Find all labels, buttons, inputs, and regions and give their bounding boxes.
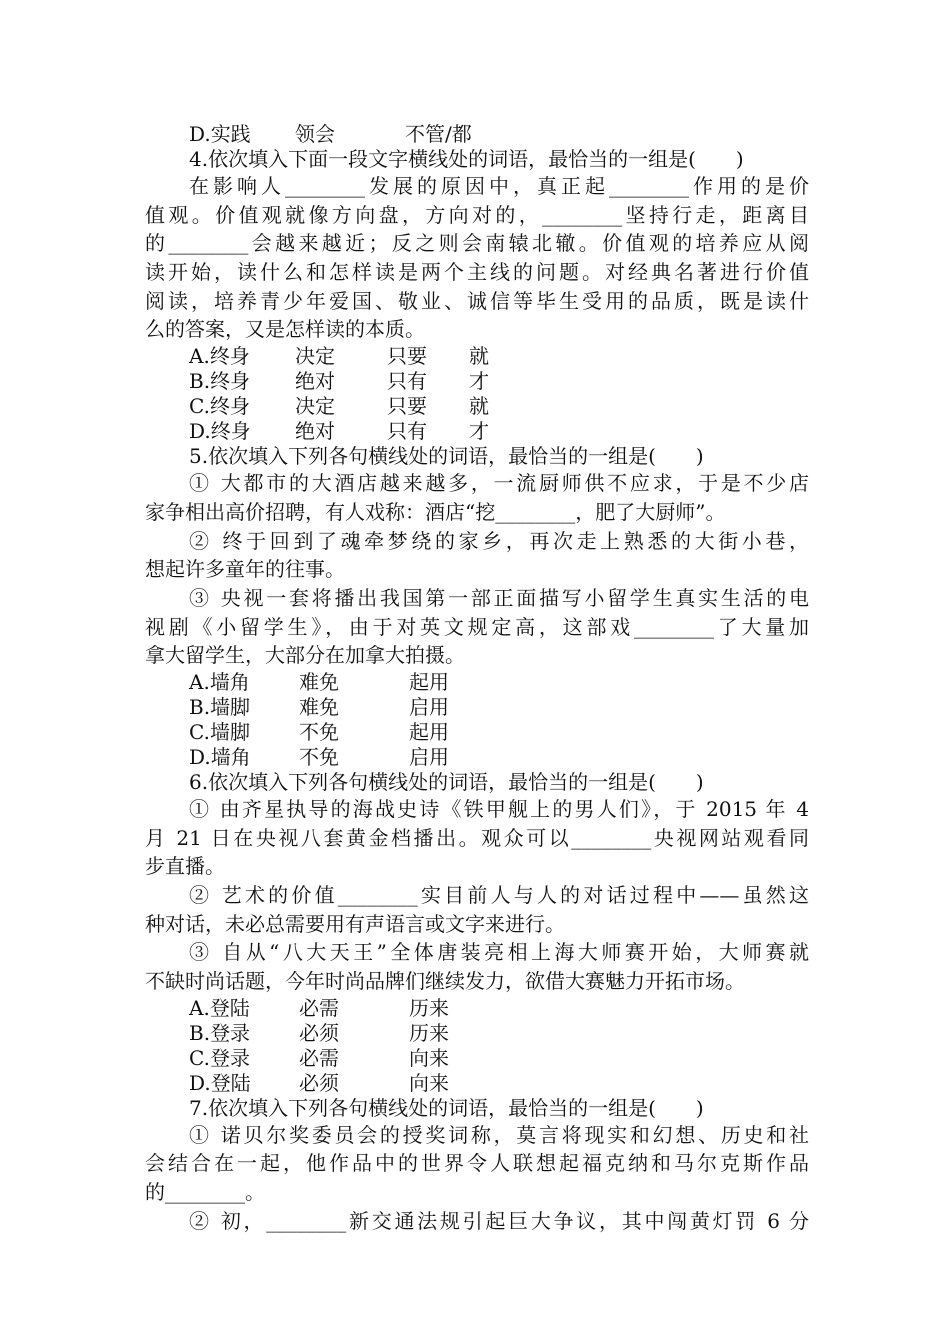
q6-s1-line: 步直播。 xyxy=(145,854,225,879)
q4-option-b: B.终身 绝对 只有 才 xyxy=(189,369,489,394)
q6-s3-line: 不缺时尚话题，今年时尚品牌们继续发力，欲借大赛魅力开拓市场。 xyxy=(145,969,745,994)
q6-option-c: C.登录 必需 向来 xyxy=(189,1045,449,1070)
q6-option-a: A.登陆 必需 历来 xyxy=(189,995,449,1020)
q6-s1-line: ① 由齐星执导的海战史诗《铁甲舰上的男人们》，于 2015 年 4 xyxy=(189,796,809,821)
q5-s3-line: 视剧《小留学生》，由于对英文规定高，这部戏________了大量加 xyxy=(145,614,809,639)
q6-s2-line: 种对话，未必总需要用有声语言或文字来进行。 xyxy=(145,911,565,936)
q6-s1-line: 月 21 日在央视八套黄金档播出。观众可以________央视网站观看同 xyxy=(145,825,809,850)
q4-line: 读开始，读什么和怎样读是两个主线的问题。对经典名著进行价值 xyxy=(145,260,809,285)
q7-stem: 7.依次填入下列各句横线处的词语，最恰当的一组是( ) xyxy=(189,1095,704,1120)
q6-s2-line: ② 艺术的价值________实目前人与人的对话过程中——虽然这 xyxy=(189,883,809,907)
q5-s2-line: 想起许多童年的往事。 xyxy=(145,557,345,582)
q6-option-b: B.登录 必须 历来 xyxy=(189,1020,449,1045)
q4-line: 阅读，培养青少年爱国、敬业、诚信等毕生受用的品质，既是读什 xyxy=(145,288,809,313)
q4-option-a: A.终身 决定 只要 就 xyxy=(189,344,489,369)
q5-option-d: D.墙角 不免 启用 xyxy=(189,744,449,769)
q4-option-c: C.终身 决定 只要 就 xyxy=(189,394,489,419)
q5-option-b: B.墙脚 难免 启用 xyxy=(189,694,449,719)
q6-s3-line: ③ 自从“八大天王”全体唐装亮相上海大师赛开始，大师赛就 xyxy=(189,940,809,965)
q5-s3-line: 拿大留学生，大部分在加拿大拍摄。 xyxy=(145,643,465,668)
q7-sentences xyxy=(145,1121,809,1236)
q4-line: 值观。价值观就像方向盘，方向对的，________坚持行走，距离目 xyxy=(145,202,809,227)
q5-s1-line: ① 大都市的大酒店越来越多，一流厨师供不应求，于是不少店 xyxy=(189,471,809,496)
q5-option-a: A.墙角 难免 起用 xyxy=(189,669,449,694)
exercise-content xyxy=(145,122,809,1236)
q6-option-d: D.登陆 必须 向来 xyxy=(189,1070,449,1095)
q5-stem: 5.依次填入下列各句横线处的词语，最恰当的一组是( ) xyxy=(189,444,704,469)
q4-line: 的________会越来越近；反之则会南辕北辙。价值观的培养应从阅 xyxy=(145,231,809,256)
q5-s3-line: ③ 央视一套将播出我国第一部正面描写小留学生真实生活的电 xyxy=(189,585,809,610)
q6-sentences xyxy=(145,795,809,996)
q7-s1-line: ① 诺贝尔奖委员会的授奖词称，莫言将现实和幻想、历史和社 xyxy=(189,1122,809,1147)
q6-stem: 6.依次填入下列各句横线处的词语，最恰当的一组是( ) xyxy=(189,769,704,794)
q5-s2-line: ② 终于回到了魂牵梦绕的家乡，再次走上熟悉的大街小巷， xyxy=(189,528,809,553)
q4-passage xyxy=(145,172,809,344)
q4-line: 么的答案，又是怎样读的本质。 xyxy=(145,317,425,342)
q5-sentences xyxy=(145,469,809,670)
q5-s1-line: 家争相出高价招聘，有人戏称：酒店“挖________，肥了大厨师”。 xyxy=(145,499,726,524)
q4-option-d: D.终身 绝对 只有 才 xyxy=(189,419,489,444)
q4-line: 在影响人________发展的原因中，真正起________作用的是价 xyxy=(189,174,809,198)
prev-option-d: D.实践 领会 不管/都 xyxy=(189,122,472,146)
q5-option-c: C.墙脚 不免 起用 xyxy=(189,719,449,744)
q7-s1-line: 的________。 xyxy=(145,1180,265,1205)
q7-s2-line: ② 初，________新交通法规引起巨大争议，其中闯黄灯罚 6 分 xyxy=(189,1208,809,1233)
q4-stem: 4.依次填入下面一段文字横线处的词语，最恰当的一组是( ) xyxy=(189,147,744,171)
q7-s1-line: 会结合在一起，他作品中的世界令人联想起福克纳和马尔克斯作品 xyxy=(145,1151,809,1176)
